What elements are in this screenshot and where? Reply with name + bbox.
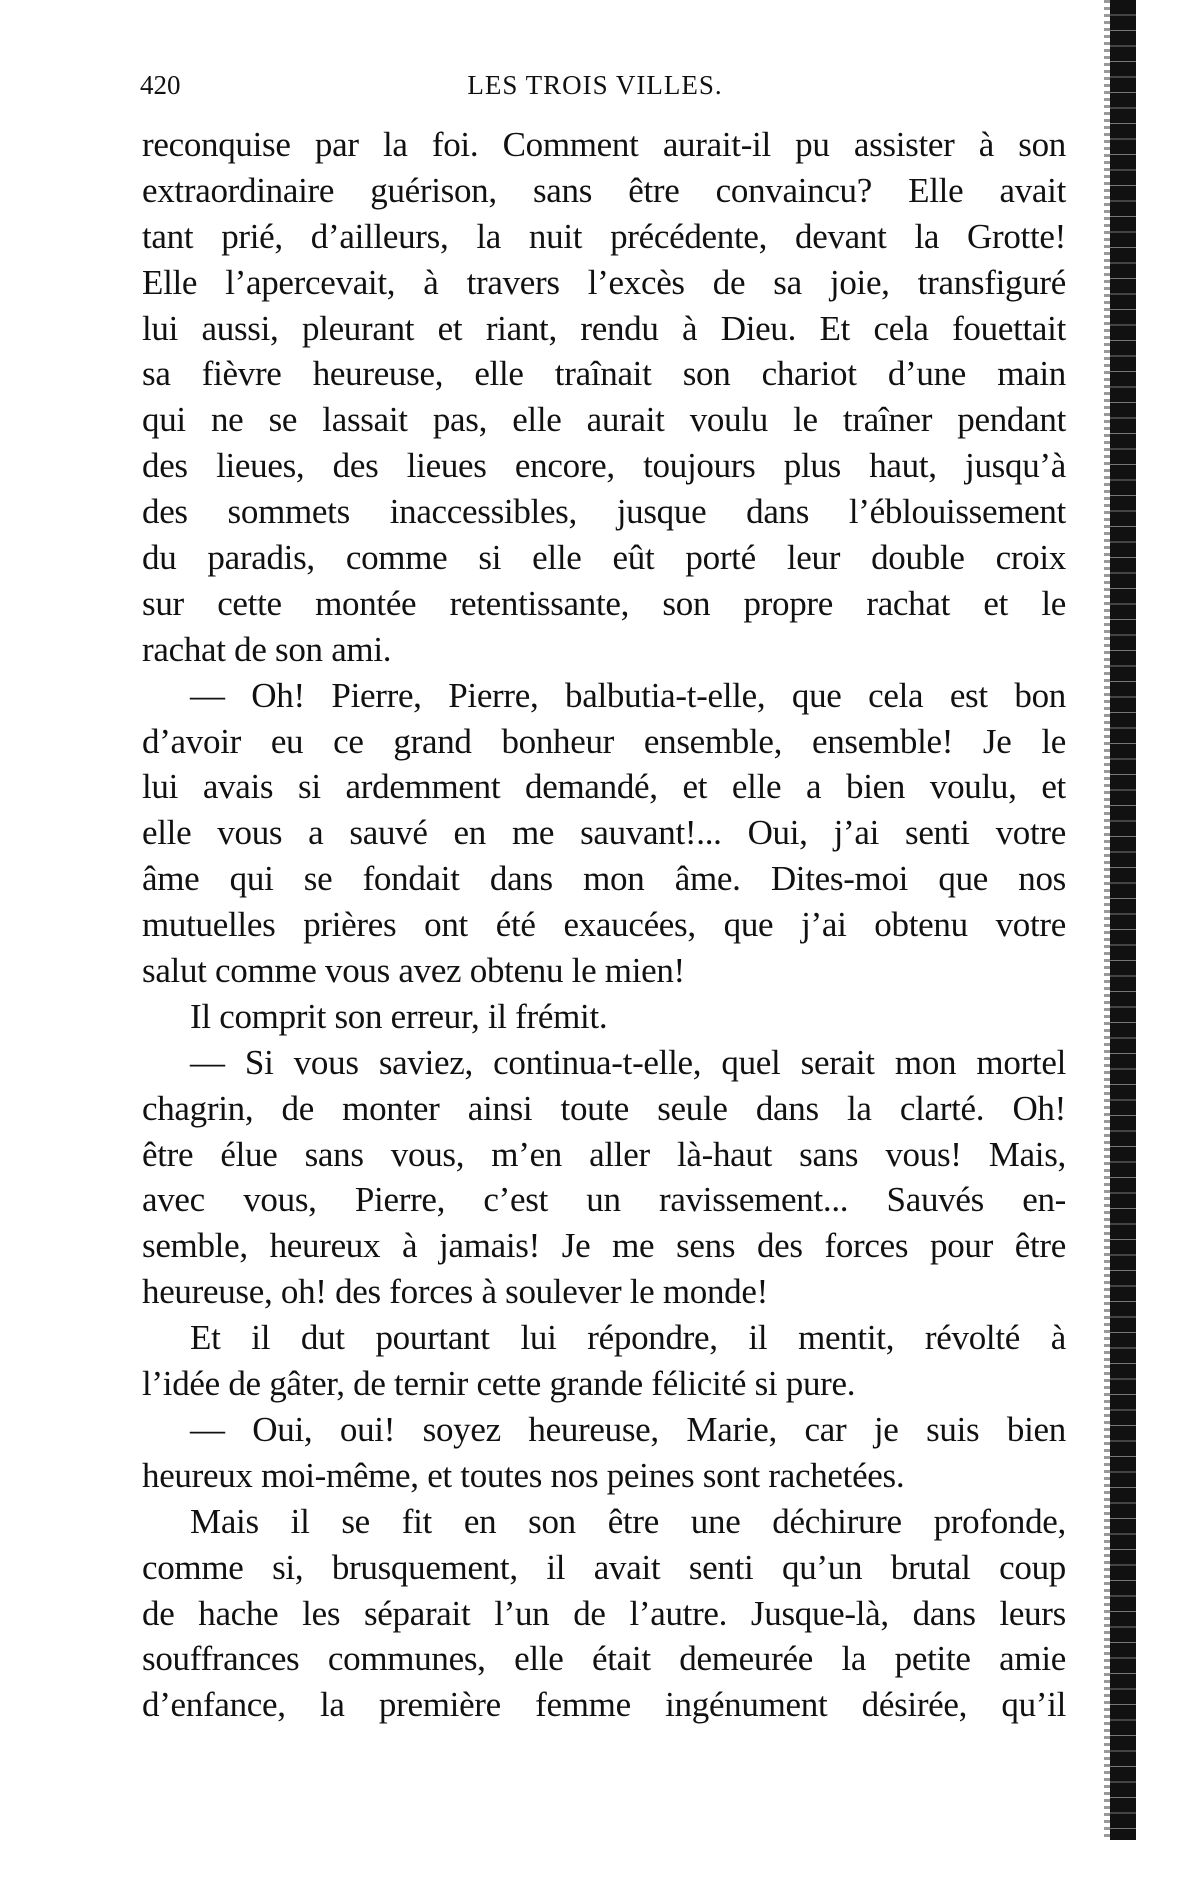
- text-line: sa fièvre heureuse, elle traînait son chariot d’une main: [142, 354, 1066, 394]
- text-line: — Oui, oui! soyez heureuse, Marie, car je suis bien: [190, 1409, 1066, 1449]
- text-line: extraordinaire guérison, sans être convaincu? Elle avait: [142, 170, 1066, 210]
- text-line: mutuelles prières ont été exaucées, que j’ai obtenu votre: [142, 905, 1066, 945]
- text-line: comme si, brusquement, il avait senti qu’un brutal coup: [142, 1547, 1066, 1587]
- text-line: qui ne se lassait pas, elle aurait voulu le traîner pendant: [142, 400, 1066, 440]
- text-line: Elle l’apercevait, à travers l’excès de sa joie, transfiguré: [142, 262, 1066, 302]
- text-line: lui aussi, pleurant et riant, rendu à Dieu. Et cela fouettait: [142, 308, 1066, 348]
- text-line: elle vous a sauvé en me sauvant!... Oui, j’ai senti votre: [142, 813, 1066, 853]
- text-line: heureuse, oh! des forces à soulever le monde!: [142, 1272, 768, 1312]
- scan-edge-border: [1110, 0, 1136, 1840]
- text-line: des sommets inaccessibles, jusque dans l’éblouissement: [142, 492, 1066, 532]
- text-line: chagrin, de monter ainsi toute seule dans la clarté. Oh!: [142, 1088, 1066, 1128]
- text-line: Il comprit son erreur, il frémit.: [190, 996, 608, 1036]
- text-line: souffrances communes, elle était demeurée la petite amie: [142, 1639, 1066, 1679]
- text-line: lui avais si ardemment demandé, et elle a bien voulu, et: [142, 767, 1066, 807]
- page-number: 420: [140, 70, 181, 100]
- text-line: l’idée de gâter, de ternir cette grande félicité si pure.: [142, 1364, 856, 1404]
- text-line: heureux moi-même, et toutes nos peines sont rachetées.: [142, 1455, 905, 1495]
- text-line: d’avoir eu ce grand bonheur ensemble, ensemble! Je le: [142, 721, 1066, 761]
- text-line: être élue sans vous, m’en aller là-haut sans vous! Mais,: [142, 1134, 1066, 1174]
- text-line: rachat de son ami.: [142, 629, 392, 669]
- text-line: — Oh! Pierre, Pierre, balbutia-t-elle, que cela est bon: [190, 675, 1066, 715]
- text-line: des lieues, des lieues encore, toujours plus haut, jusqu’à: [142, 446, 1066, 486]
- text-line: sur cette montée retentissante, son propre rachat et le: [142, 583, 1066, 623]
- running-title: LES TROIS VILLES.: [467, 70, 723, 100]
- text-line: de hache les séparait l’un de l’autre. Jusque-là, dans leurs: [142, 1593, 1066, 1633]
- text-line: salut comme vous avez obtenu le mien!: [142, 951, 685, 991]
- text-line: d’enfance, la première femme ingénument désirée, qu’il: [142, 1685, 1066, 1725]
- text-line: Et il dut pourtant lui répondre, il mentit, révolté à: [190, 1318, 1066, 1358]
- text-line: tant prié, d’ailleurs, la nuit précédente, devant la Grotte!: [142, 216, 1066, 256]
- text-line: reconquise par la foi. Comment aurait-il pu assister à son: [142, 125, 1066, 164]
- text-line: semble, heureux à jamais! Je me sens des forces pour être: [142, 1226, 1066, 1266]
- text-line: avec vous, Pierre, c’est un ravissement... Sauvés en-: [142, 1180, 1066, 1220]
- text-line: âme qui se fondait dans mon âme. Dites-moi que nos: [142, 859, 1066, 899]
- text-line: — Si vous saviez, continua-t-elle, quel serait mon mortel: [190, 1042, 1066, 1082]
- text-line: du paradis, comme si elle eût porté leur double croix: [142, 538, 1066, 578]
- text-line: Mais il se fit en son être une déchirure profonde,: [190, 1501, 1066, 1541]
- page-body-text: [142, 122, 1066, 1728]
